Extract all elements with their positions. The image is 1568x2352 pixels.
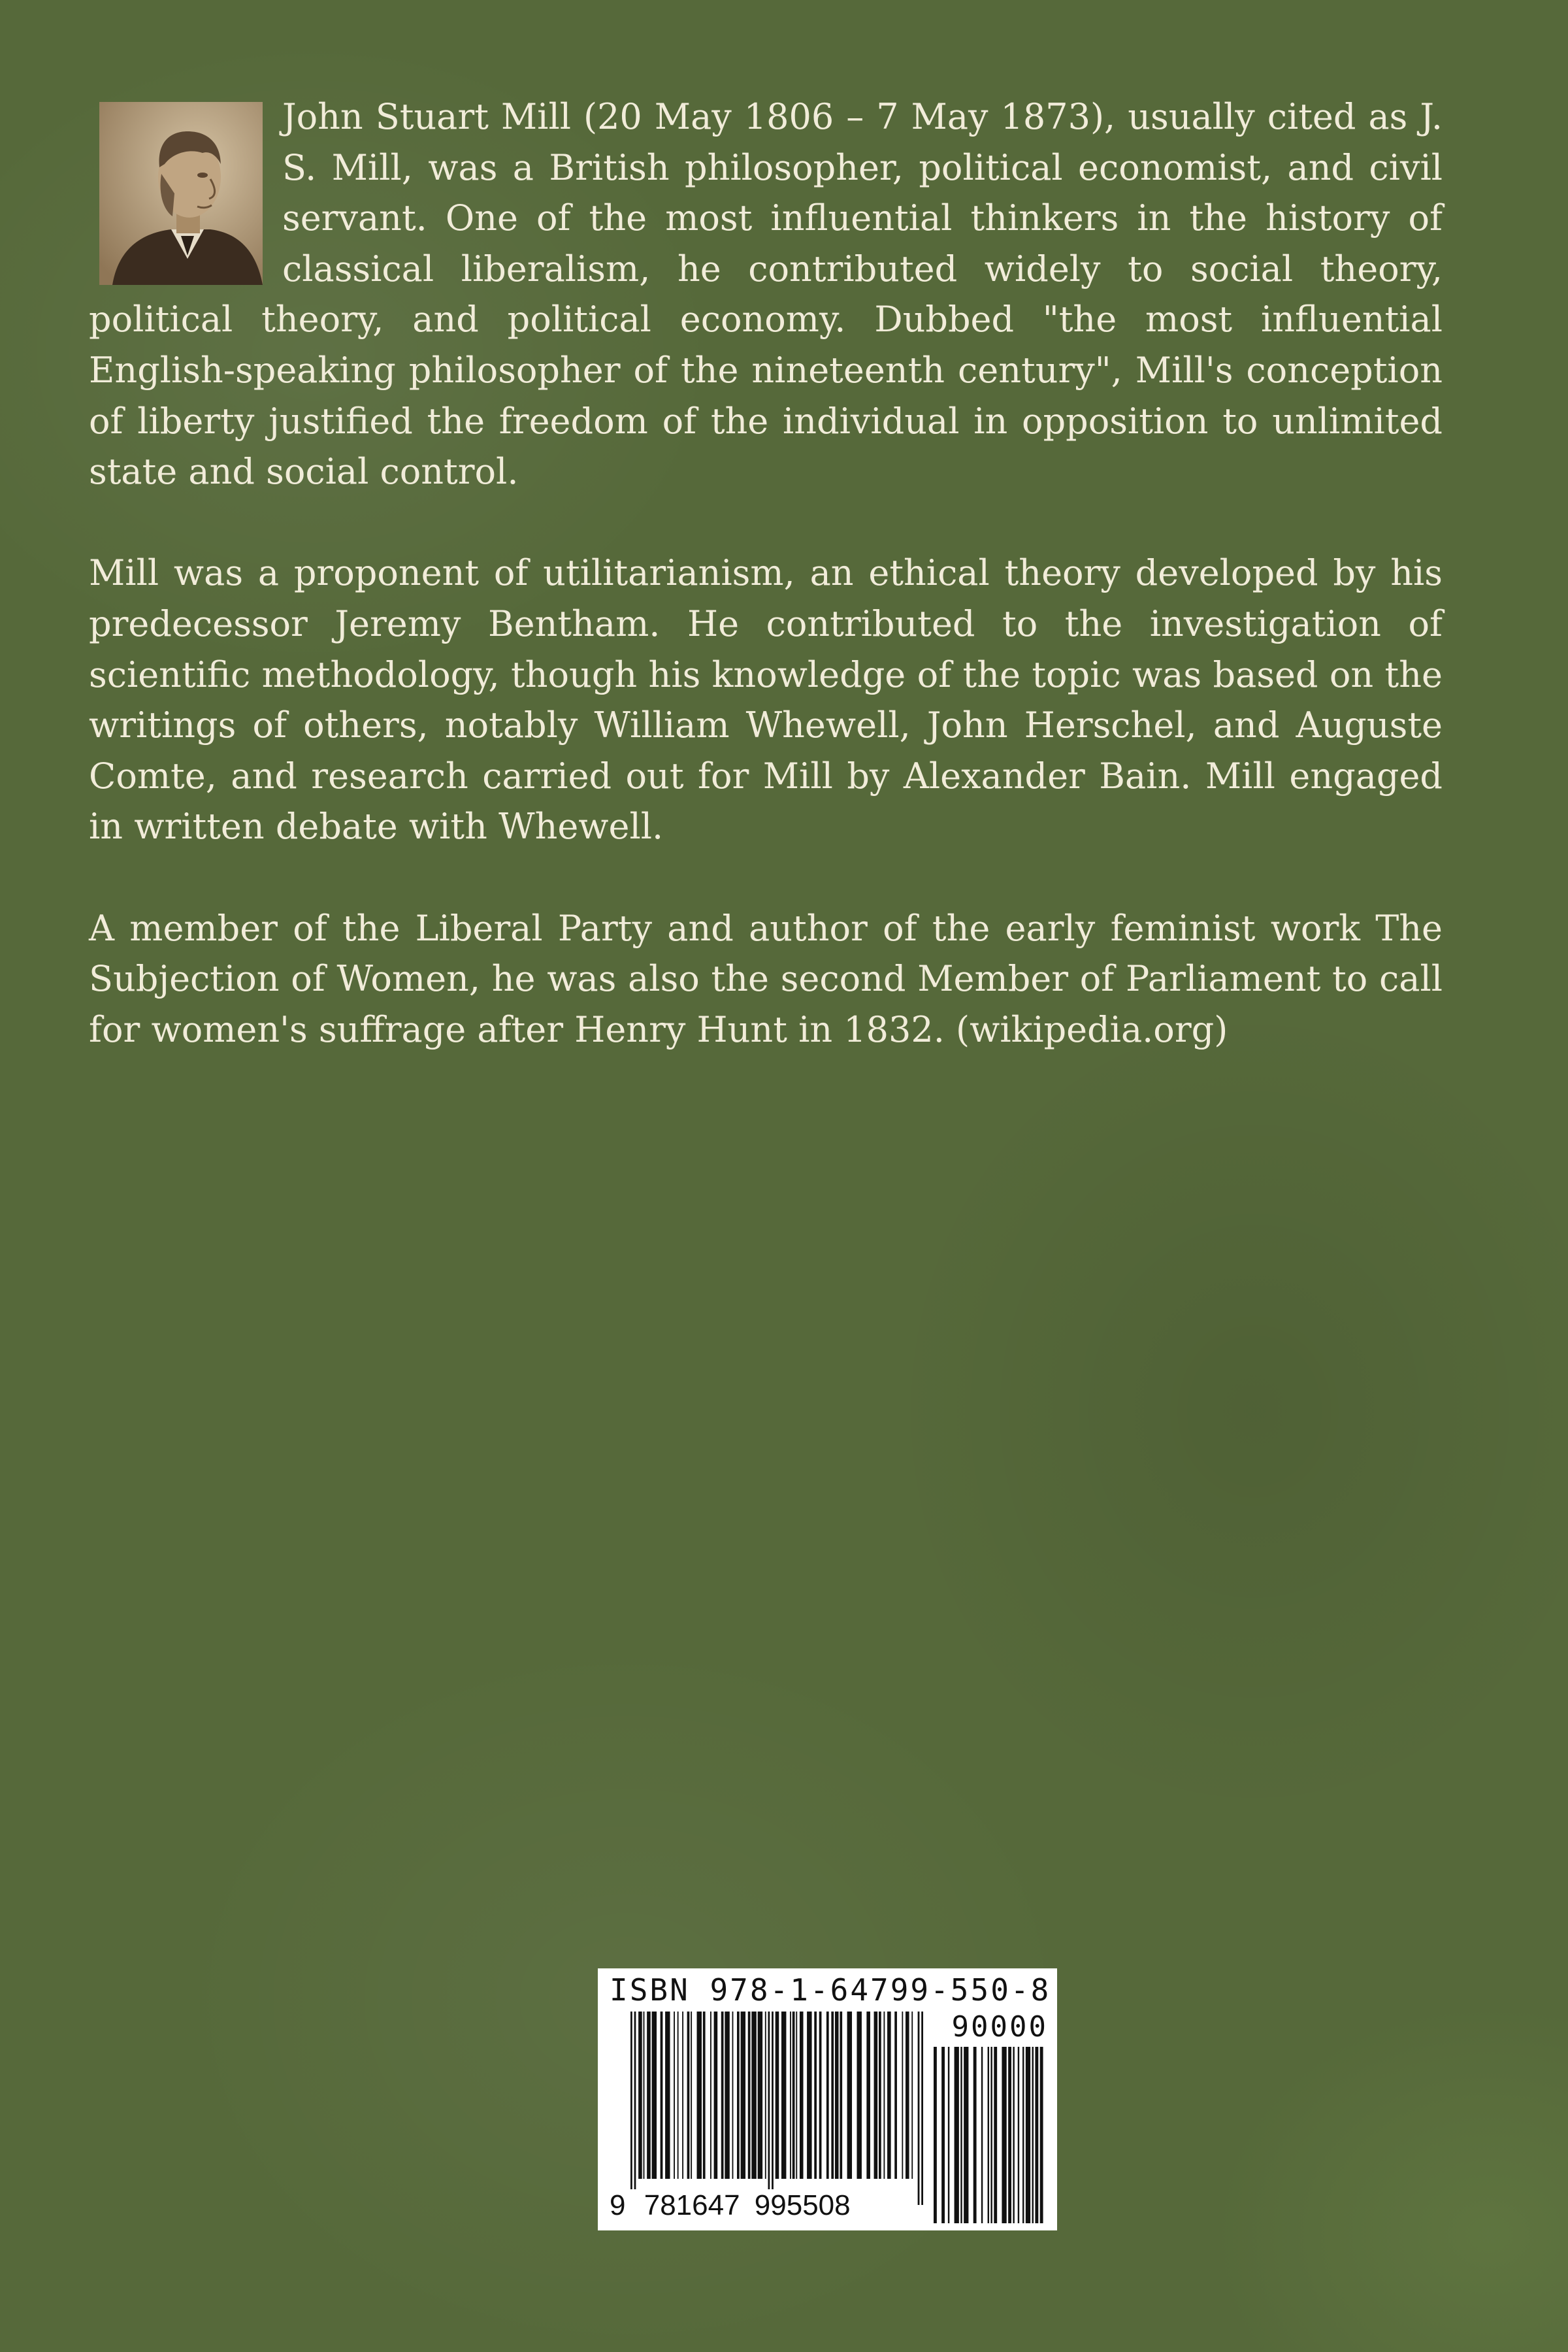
barcode-bar xyxy=(638,2012,642,2179)
barcode-bar xyxy=(751,2012,756,2179)
barcode-bar xyxy=(732,2012,734,2179)
barcode-bar xyxy=(807,2012,811,2179)
barcode-bar xyxy=(918,2012,920,2205)
barcode-bar xyxy=(960,2047,962,2223)
paragraph-1: John Stuart Mill (20 May 1806 – 7 May 1873), usually cited as J. S. Mill, was a British philosopher, political economist, and civil servant. One of the most influential thinkers in the history of classical liberalism, he contributed widely to social theory, political theory, and political economy. Dubbed "the most influential English-speaking philosopher of the nineteenth century", Mill's conception of liberty justified the freedom of the individual in opposition to unlimited state and social control. xyxy=(89,96,1443,493)
barcode-bar xyxy=(1002,2047,1006,2223)
barcode-bar xyxy=(1018,2047,1019,2223)
ean-right-group: 995508 xyxy=(754,2189,851,2221)
barcode-bar xyxy=(1008,2047,1011,2223)
barcode-bar xyxy=(911,2012,913,2179)
barcode-bar xyxy=(765,2012,766,2179)
barcode-bar xyxy=(1032,2047,1034,2223)
barcode-bar xyxy=(714,2012,718,2179)
barcode-bar xyxy=(994,2047,997,2223)
isbn-label: ISBN 978-1-64799-550-8 xyxy=(610,1972,1051,2008)
barcode-bar xyxy=(1013,2047,1014,2223)
barcode-bar xyxy=(973,2047,977,2223)
barcode-bar xyxy=(682,2012,683,2179)
barcode-bar xyxy=(879,2012,881,2179)
barcode-bar xyxy=(847,2012,852,2179)
portrait-engraving-icon xyxy=(99,102,263,285)
description-text xyxy=(89,91,1443,1106)
barcode-bar xyxy=(661,2012,663,2179)
barcode-bar xyxy=(1035,2047,1038,2223)
barcode-bar xyxy=(988,2047,989,2223)
barcode-bar xyxy=(981,2047,983,2223)
isbn-barcode xyxy=(598,1968,1057,2230)
barcode-bar xyxy=(710,2012,711,2179)
ean-first-digit: 9 xyxy=(610,2189,626,2221)
ean-digits xyxy=(607,2189,853,2222)
barcode-bar xyxy=(665,2012,670,2179)
price-code: 90000 xyxy=(951,2010,1048,2044)
barcode-bar xyxy=(964,2047,968,2223)
barcode-bar xyxy=(831,2012,834,2179)
barcode-bar xyxy=(990,2047,992,2223)
barcode-bar xyxy=(1026,2047,1030,2223)
barcode-bar xyxy=(776,2012,779,2179)
barcode-bar xyxy=(772,2012,774,2205)
paragraph-3: A member of the Liberal Party and author of the early feminist work The Subjection of Women, he was also the second Member of Parliament to call for women's suffrage after Henry Hunt in 1832. (wikipedia.org) xyxy=(89,907,1443,1050)
barcode-bar xyxy=(902,2012,903,2179)
barcode-bar xyxy=(652,2012,657,2179)
barcode-bar xyxy=(1040,2047,1043,2223)
barcode-bar xyxy=(741,2012,745,2179)
barcode-bar xyxy=(737,2012,740,2179)
barcode-bar xyxy=(874,2012,878,2179)
barcode-bar xyxy=(814,2012,817,2179)
barcode-bar xyxy=(906,2012,909,2179)
barcode-bar xyxy=(697,2012,702,2179)
barcode-bar xyxy=(866,2012,870,2179)
barcode-bar xyxy=(748,2012,751,2179)
barcode-bar xyxy=(955,2047,959,2223)
barcode-bar xyxy=(674,2012,675,2179)
barcode-bar xyxy=(819,2012,822,2179)
barcode-bar xyxy=(630,2012,632,2205)
barcode-bar xyxy=(687,2012,690,2179)
barcode-bar xyxy=(826,2012,829,2179)
barcode-bar xyxy=(792,2012,795,2179)
barcode-bar xyxy=(921,2012,923,2205)
barcode-bar xyxy=(644,2012,645,2179)
barcode-bar xyxy=(941,2047,945,2223)
barcode-bar xyxy=(790,2012,791,2179)
barcode-bar xyxy=(634,2012,636,2205)
paragraph-2: Mill was a proponent of utilitarianism, an ethical theory developed by his predecessor Jeremy Bentham. He contributed to the investigation of scientific methodology, though his knowledge of the topic was based on the writings of others, notably William Whewell, John Herschel, and Auguste Comte, and research carried out for Mill by Alexander Bain. Mill engaged in written debate with Whewell. xyxy=(89,552,1443,848)
barcode-bar xyxy=(840,2012,842,2179)
barcode-bar xyxy=(934,2047,937,2223)
portrait-image xyxy=(99,102,263,285)
barcode-bar xyxy=(647,2012,651,2179)
barcode-bar xyxy=(894,2012,897,2179)
barcode-bar xyxy=(721,2012,724,2179)
barcode-bar xyxy=(725,2012,729,2179)
barcode-bar xyxy=(857,2012,861,2179)
barcode-bar xyxy=(835,2012,839,2179)
barcode-bar xyxy=(781,2012,786,2179)
barcode-bar xyxy=(883,2012,885,2179)
barcode-bar xyxy=(887,2012,891,2179)
barcode-bar xyxy=(768,2012,770,2205)
barcode-bar xyxy=(691,2012,692,2179)
barcode-bar xyxy=(703,2012,706,2179)
ean-left-group: 781647 xyxy=(644,2189,740,2221)
barcode-bar xyxy=(1022,2047,1024,2223)
barcode-bars xyxy=(630,2012,923,2205)
addon-barcode-bars xyxy=(934,2047,1045,2223)
barcode-bar xyxy=(800,2012,804,2179)
barcode-bar xyxy=(948,2047,949,2223)
barcode-bar xyxy=(678,2012,679,2179)
barcode-bar xyxy=(758,2012,762,2179)
barcode-bar xyxy=(796,2012,797,2179)
